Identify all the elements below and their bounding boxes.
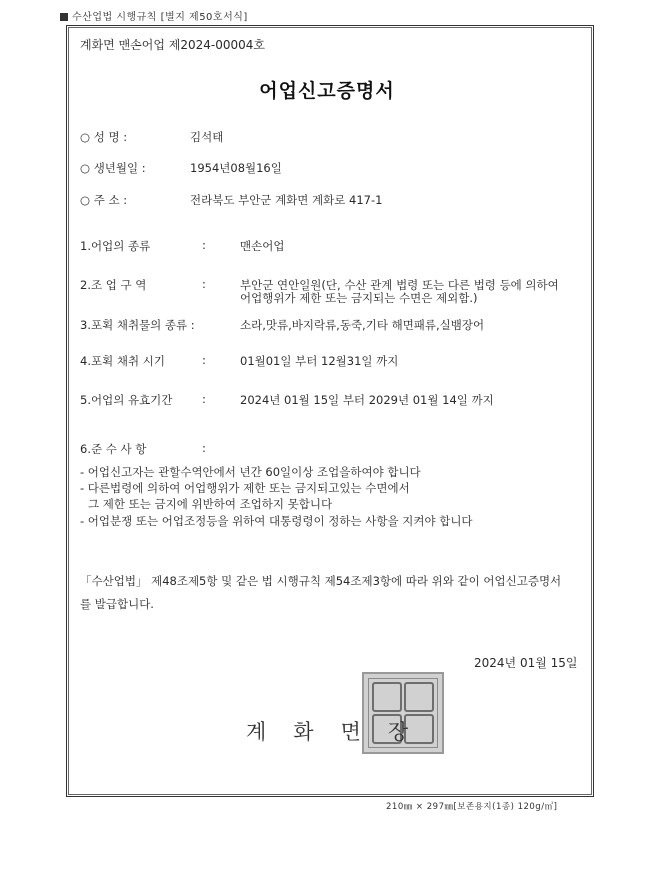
birthdate-label: ○ 생년월일 :	[80, 161, 146, 175]
validity-label: 5.어업의 유효기간	[80, 393, 173, 407]
name-label: ○ 성 명 :	[80, 130, 128, 144]
fishing-area-value: 부안군 연안일원(단, 수산 관계 법령 또는 다른 법령 등에 의하여	[240, 278, 559, 292]
form-header	[60, 8, 248, 23]
issuer-title	[246, 716, 435, 746]
catch-period-label: 4.포획 채취 시기	[80, 354, 165, 368]
compliance-label: 6.준 수 사 항	[80, 442, 147, 456]
address-value: 전라북도 부안군 계화면 계화로 417-1	[190, 193, 383, 207]
issue-date: 2024년 01월 15일	[474, 656, 578, 670]
compliance-note: - 어업신고자는 관할수역안에서 년간 60일이상 조업을하여야 합니다	[80, 465, 421, 479]
fishery-type-value: 맨손어업	[240, 239, 285, 253]
paper-spec-footer: 210㎜ × 297㎜[보존용지(1종) 120g/㎡]	[386, 802, 558, 812]
issuer-char: 화	[293, 720, 315, 744]
catch-species-value: 소라,맛류,바지락류,동죽,기타 해면패류,실뱀장어	[240, 318, 485, 332]
fishing-area-value-cont: 어업행위가 제한 또는 금지되는 수면은 제외함.)	[240, 291, 478, 305]
fishing-area-label: 2.조 업 구 역	[80, 278, 147, 292]
birthdate-value: 1954년08월16일	[190, 161, 282, 175]
fishery-type-label: 1.어업의 종류	[80, 239, 151, 253]
fishing-area-colon: :	[202, 277, 206, 291]
name-value: 김석태	[190, 130, 224, 144]
fishery-type-colon: :	[202, 238, 206, 252]
compliance-note: - 다른법령에 의하여 어업행위가 제한 또는 금지되고있는 수면에서	[80, 481, 410, 495]
compliance-note: 그 제한 또는 금지에 위반하여 조업하지 못합니다	[88, 497, 333, 511]
issuer-char: 계	[246, 720, 268, 744]
catch-period-value: 01월01일 부터 12월31일 까지	[240, 354, 399, 368]
form-header-text: 수산업법 시행규칙 [별지 제50호서식]	[72, 12, 248, 23]
validity-colon: :	[202, 392, 206, 406]
square-bullet-icon	[60, 13, 68, 21]
address-label: ○ 주 소 :	[80, 193, 128, 207]
inner-border	[68, 27, 592, 795]
closing-statement: 「수산업법」 제48조제5항 및 같은 법 시행규칙 제54조제3항에 따라 위와 같이 어업신고증명서	[80, 574, 562, 588]
catch-species-label: 3.포획 채취물의 종류 :	[80, 318, 195, 332]
closing-statement-cont: 를 발급합니다.	[80, 597, 154, 611]
compliance-colon: :	[202, 441, 206, 455]
issuer-char: 면	[340, 720, 362, 744]
document-title: 어업신고증명서	[259, 80, 395, 102]
document-number: 계화면 맨손어업 제2024-00004호	[80, 38, 266, 52]
issuer-char: 장	[387, 720, 410, 744]
validity-value: 2024년 01월 15일 부터 2029년 01월 14일 까지	[240, 393, 494, 407]
catch-period-colon: :	[202, 353, 206, 367]
compliance-note: - 어업분쟁 또는 어업조정등을 위하여 대통령령이 정하는 사항을 지켜야 합니다	[80, 514, 473, 528]
